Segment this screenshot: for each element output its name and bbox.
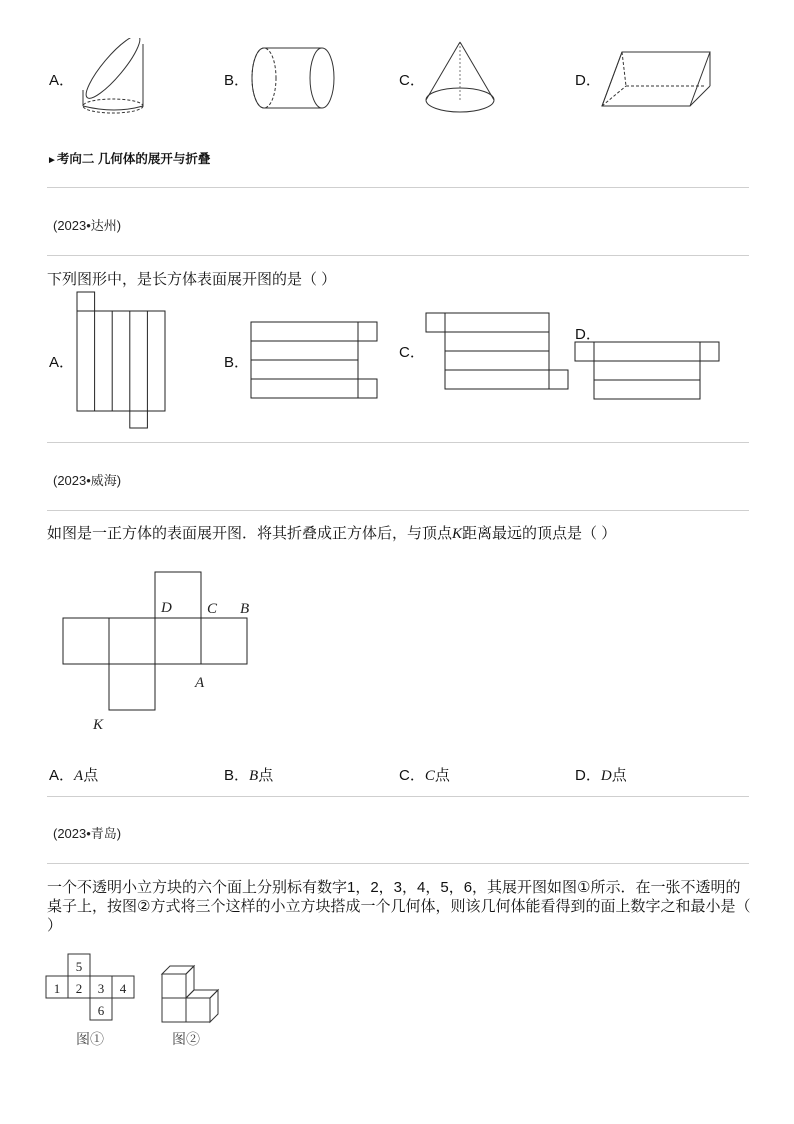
q1-option-d-label: D．: [575, 326, 601, 343]
q2-option-d: [575, 764, 627, 785]
option-suffix: 点: [611, 767, 627, 784]
q2-text-part: 距离最远的顶点是（ ）: [462, 525, 617, 542]
q3-figure-1-caption: 图①: [76, 1033, 104, 1048]
option-suffix: 点: [83, 767, 99, 784]
q2-option-c: [399, 764, 450, 785]
q2-question-text: [47, 524, 616, 544]
q0-option-a-figure: [70, 38, 160, 118]
q1-option-b-net: [249, 320, 381, 402]
q1-option-c-net: [424, 311, 572, 391]
divider: [47, 796, 749, 797]
q3-figure-2-blocks: [158, 956, 230, 1052]
option-var: A: [74, 768, 84, 784]
q2-option-b: [224, 764, 273, 785]
option-var: B: [249, 768, 259, 784]
q0-option-c-label: C．: [399, 72, 425, 89]
q2-option-a: [49, 764, 98, 785]
q2-label-k: K: [93, 717, 104, 733]
q1-question-text: 下列图形中，是长方体表面展开图的是（ ）: [47, 271, 337, 288]
q2-label-a: A: [195, 675, 205, 691]
option-var: C: [424, 768, 435, 784]
option-label: B．: [224, 767, 250, 784]
divider: [47, 255, 749, 256]
q3-net-num-5: 5: [75, 959, 83, 974]
q2-label-d: D: [161, 600, 172, 616]
q2-label-c: C: [207, 601, 218, 617]
q0-option-b-label: B．: [224, 72, 250, 89]
divider: [47, 863, 749, 864]
q1-option-a-label: A．: [49, 354, 75, 371]
q3-net-num-2: 2: [75, 981, 83, 996]
option-suffix: 点: [258, 767, 274, 784]
q0-option-d-label: D．: [575, 72, 601, 89]
option-label: A．: [49, 767, 75, 784]
q2-label-b: B: [240, 601, 250, 617]
q3-source: (2023•青岛): [53, 826, 122, 841]
q3-net-num-1: 1: [53, 981, 61, 996]
divider: [47, 510, 749, 511]
option-label: C．: [399, 767, 425, 784]
section-marker-icon: ►: [47, 155, 57, 166]
q3-question-text: 一个不透明小立方块的六个面上分别标有数字1，2，3，4，5，6，其展开图如图①所示．在一张不透明的桌子上，按图②方式将三个这样的小立方块搭成一个几何体，则该几何体能看得到的面上数字之和最小是（ ）: [47, 879, 751, 934]
q2-text-var: K: [452, 526, 463, 542]
divider: [47, 442, 749, 443]
q2-source: (2023•威海): [53, 473, 122, 488]
q3-net-num-3: 3: [97, 981, 105, 996]
section-heading: [47, 149, 210, 167]
q0-option-d-figure: [598, 48, 716, 112]
q3-net-num-4: 4: [119, 981, 127, 996]
q1-source: (2023•达州): [53, 218, 122, 233]
q1-option-d-net: [573, 340, 723, 402]
q3-figure-1-net: [44, 952, 144, 1052]
q0-option-a-label: A．: [49, 72, 75, 89]
section-title: 考向二 几何体的展开与折叠: [56, 152, 211, 166]
q1-option-a-net: [74, 290, 170, 432]
q3-figure-2-caption: 图②: [172, 1033, 200, 1048]
q3-net-num-6: 6: [97, 1003, 105, 1018]
divider: [47, 187, 749, 188]
q2-text-part: 如图是一正方体的表面展开图．将其折叠成正方体后，与顶点: [47, 525, 453, 542]
option-label: D．: [575, 767, 601, 784]
option-var: D: [600, 768, 612, 784]
q0-option-c-figure: [422, 40, 502, 118]
q1-option-c-label: C．: [399, 344, 425, 361]
option-suffix: 点: [434, 767, 450, 784]
q0-option-b-figure: [248, 44, 340, 114]
q2-cube-net-figure: [58, 566, 268, 736]
q1-option-b-label: B．: [224, 354, 250, 371]
